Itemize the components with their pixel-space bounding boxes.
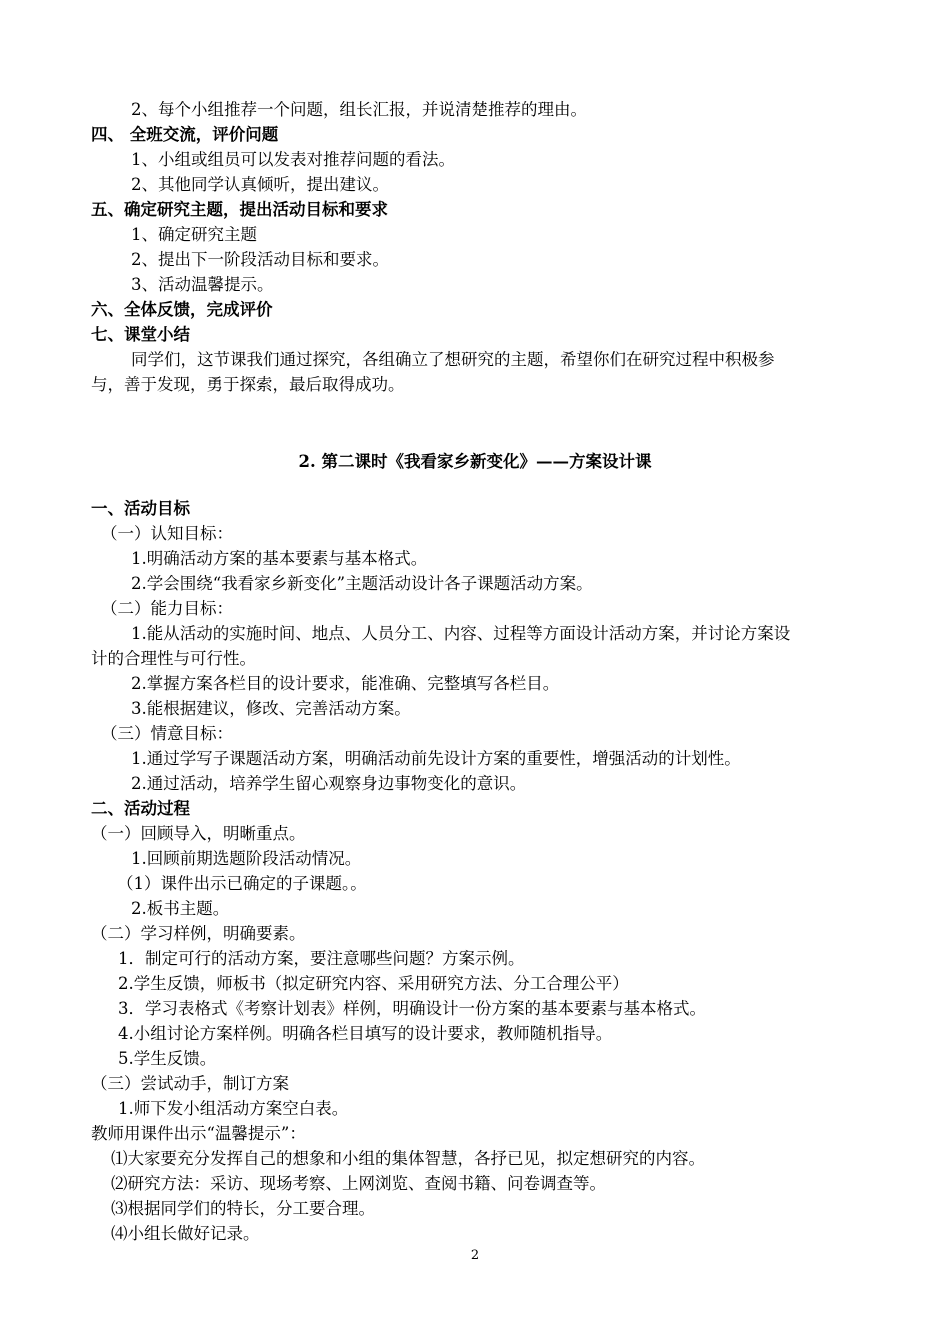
- paragraph-line: 同学们，这节课我们通过探究，各组确立了想研究的主题，希望你们在研究过程中积极参: [131, 350, 775, 369]
- page-number: 2: [470, 1248, 480, 1263]
- subsection-heading: （一）认知目标：: [101, 524, 233, 543]
- list-item: 2.通过活动，培养学生留心观察身边事物变化的意识。: [131, 774, 527, 793]
- subsection-heading: （一）回顾导入，明晰重点。: [91, 824, 306, 843]
- list-item: 2、提出下一阶段活动目标和要求。: [131, 250, 389, 269]
- subsection-heading: （二）学习样例，明确要素。: [91, 924, 306, 943]
- section-5-heading: 五、确定研究主题，提出活动目标和要求: [91, 200, 388, 219]
- section-heading: 一、活动目标: [91, 499, 190, 518]
- list-item: 2、其他同学认真倾听，提出建议。: [131, 175, 389, 194]
- subsection-heading: （三）情意目标：: [101, 724, 233, 743]
- section-heading: 二、活动过程: [91, 799, 190, 818]
- tip-item: ⑶根据同学们的特长，分工要合理。: [111, 1199, 375, 1218]
- list-item: 2.学生反馈，师板书（拟定研究内容、采用研究方法、分工合理公平）: [118, 974, 629, 993]
- list-item: 1.师下发小组活动方案空白表。: [118, 1099, 349, 1118]
- step-2-recommend: 2、每个小组推荐一个问题，组长汇报，并说清楚推荐的理由。: [131, 100, 587, 119]
- lesson-2-title: 2. 第二课时《我看家乡新变化》——方案设计课: [298, 452, 652, 471]
- list-item: 5.学生反馈。: [118, 1049, 217, 1068]
- list-item: 2.板书主题。: [131, 899, 230, 918]
- list-item: 4.小组讨论方案样例。明确各栏目填写的设计要求，教师随机指导。: [118, 1024, 613, 1043]
- subsection-heading: （二）能力目标：: [101, 599, 233, 618]
- tip-item: ⑴大家要充分发挥自己的想象和小组的集体智慧，各抒已见，拟定想研究的内容。: [111, 1149, 705, 1168]
- section-7-heading: 七、课堂小结: [91, 325, 190, 344]
- list-item: 2.学会围绕“我看家乡新变化”主题活动设计各子课题活动方案。: [131, 574, 593, 593]
- list-item: 3．学习表格式《考察计划表》样例，明确设计一份方案的基本要素与基本格式。: [118, 999, 706, 1018]
- list-item: 1．制定可行的活动方案，要注意哪些问题？方案示例。: [118, 949, 525, 968]
- subsection-heading: （三）尝试动手，制订方案: [91, 1074, 289, 1093]
- list-item: （1）课件出示已确定的子课题。。: [117, 874, 367, 893]
- list-item: 2.掌握方案各栏目的设计要求，能准确、完整填写各栏目。: [131, 674, 560, 693]
- list-item: 1.能从活动的实施时间、地点、人员分工、内容、过程等方面设计活动方案，并讨论方案设: [131, 624, 791, 643]
- list-item: 1.明确活动方案的基本要素与基本格式。: [131, 549, 428, 568]
- list-item: 1.通过学写子课题活动方案，明确活动前先设计方案的重要性，增强活动的计划性。: [131, 749, 741, 768]
- section-6-heading: 六、全体反馈，完成评价: [91, 300, 273, 319]
- paragraph-line: 与，善于发现，勇于探索，最后取得成功。: [91, 375, 405, 394]
- tip-item: ⑵研究方法：采访、现场考察、上网浏览、查阅书籍、问卷调查等。: [111, 1174, 606, 1193]
- section-4-heading: 四、 全班交流，评价问题: [91, 125, 279, 144]
- list-item-continuation: 计的合理性与可行性。: [91, 649, 256, 668]
- list-item: 1、小组或组员可以发表对推荐问题的看法。: [131, 150, 455, 169]
- list-item: 1.回顾前期选题阶段活动情况。: [131, 849, 362, 868]
- list-item: 1、确定研究主题: [131, 225, 257, 244]
- tip-item: ⑷小组长做好记录。: [111, 1224, 260, 1243]
- list-item: 3.能根据建议，修改、完善活动方案。: [131, 699, 411, 718]
- paragraph-line: 教师用课件出示“温馨提示”：: [91, 1124, 306, 1143]
- list-item: 3、活动温馨提示。: [131, 275, 274, 294]
